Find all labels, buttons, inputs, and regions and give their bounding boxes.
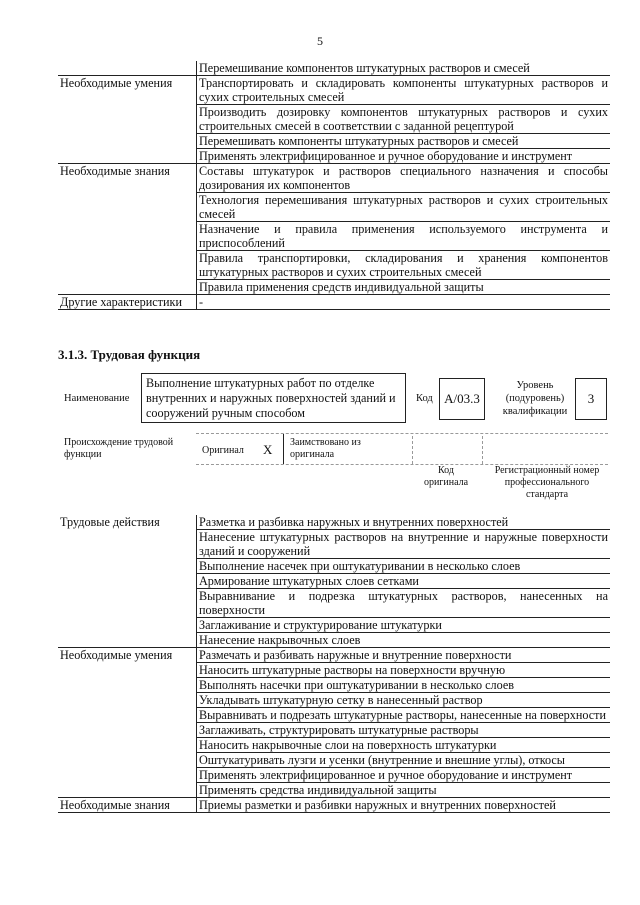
origin-label: Происхождение трудовой функции <box>64 437 174 460</box>
table-cell-text: Правила транспортировки, складирования и хранения компонентов штукатурных растворов и сухих строительных смесей <box>197 251 611 280</box>
table-row <box>58 798 610 813</box>
borrowed-label: Заимствовано из оригинала <box>290 437 361 460</box>
section-heading: 3.1.3. Трудовая функция <box>58 347 201 362</box>
table-cell-text: Разметка и разбивка наружных и внутренних поверхностей <box>197 515 611 530</box>
function-name-box: Выполнение штукатурных работ по отделке внутренних и наружных поверхностей зданий и сооружений ручным способом <box>141 373 406 423</box>
table-cell-text: Применять электрифицированное и ручное оборудование и инструмент <box>197 768 611 783</box>
table-cell-text: Производить дозировку компонентов штукатурных растворов и сухих строительных смесей в соответствии с заданной рецептурой <box>197 105 611 134</box>
origin-divider-3 <box>482 436 483 464</box>
origin-row-top-line <box>196 433 608 434</box>
bottom-function-table <box>58 515 610 813</box>
table-cell-text: Выравнивать и подрезать штукатурные растворы, нанесенные на поверхности <box>197 708 611 723</box>
table-cell-text: Перемешивание компонентов штукатурных растворов и смесей <box>197 61 611 76</box>
table-cell-text: Заглаживание и структурирование штукатурки <box>197 618 611 633</box>
table-cell-text: Заглаживать, структурировать штукатурные растворы <box>197 723 611 738</box>
table-cell-text: Наносить штукатурные растворы на поверхности вручную <box>197 663 611 678</box>
code-label: Код <box>416 393 433 404</box>
original-label: Оригинал <box>202 445 244 456</box>
table-row <box>58 295 610 310</box>
top-requirements-table <box>58 61 610 310</box>
table-row <box>58 76 610 105</box>
table-cell-text: Применять электрифицированное и ручное оборудование и инструмент <box>197 149 611 164</box>
table-cell-text: - <box>197 295 611 310</box>
name-label: Наименование <box>64 393 130 404</box>
table-row <box>58 61 610 76</box>
table-cell-text: Применять средства индивидуальной защиты <box>197 783 611 798</box>
qualification-level-label: Уровень (подуровень) квалификации <box>502 380 568 417</box>
table-cell-text: Транспортировать и складировать компоненты штукатурных растворов и сухих строительных смесей <box>197 76 611 105</box>
function-code-box: А/03.3 <box>439 378 485 420</box>
table-cell-text: Выполнять насечки при оштукатуривании в несколько слоев <box>197 678 611 693</box>
table-cell-text: Назначение и правила применения используемого инструмента и приспособлений <box>197 222 611 251</box>
table-cell-text: Нанесение штукатурных растворов на внутренние и наружные поверхности зданий и сооружений <box>197 530 611 559</box>
table-cell-text: Выполнение насечек при оштукатуривании в несколько слоев <box>197 559 611 574</box>
reg-number-label: Регистрационный номер профессионального стандарта <box>494 465 600 500</box>
table-row <box>58 515 610 530</box>
table-row <box>58 648 610 663</box>
table-cell-text: Составы штукатурок и растворов специального назначения и способы дозирования их компонентов <box>197 164 611 193</box>
row-group-label: Необходимые знания <box>58 164 197 295</box>
table-cell-text: Выравнивание и подрезка штукатурных растворов, нанесенных на поверхности <box>197 589 611 618</box>
page-number: 5 <box>317 34 323 48</box>
table-row <box>58 164 610 193</box>
table-cell-text: Приемы разметки и разбивки наружных и внутренних поверхностей <box>197 798 611 813</box>
table-cell-text: Наносить накрывочные слои на поверхность штукатурки <box>197 738 611 753</box>
table-cell-text: Правила применения средств индивидуальной защиты <box>197 280 611 295</box>
row-group-label: Трудовые действия <box>60 515 160 529</box>
table-cell-text: Технология перемешивания штукатурных растворов и сухих строительных смесей <box>197 193 611 222</box>
code-original-label: Код оригинала <box>423 465 469 488</box>
row-group-label: Необходимые умения <box>58 648 197 798</box>
origin-divider <box>283 434 284 464</box>
row-group-label: Другие характеристики <box>58 295 197 310</box>
table-cell-text: Перемешивать компоненты штукатурных растворов и смесей <box>197 134 611 149</box>
table-cell-text: Оштукатуривать лузги и усенки (внутренние и внешние углы), откосы <box>197 753 611 768</box>
row-group-label: Необходимые умения <box>58 76 197 164</box>
original-mark: X <box>263 442 273 457</box>
origin-divider-2 <box>412 436 413 464</box>
table-cell-text: Армирование штукатурных слоев сетками <box>197 574 611 589</box>
row-group-label: Необходимые знания <box>58 798 197 813</box>
table-cell-text: Размечать и разбивать наружные и внутренние поверхности <box>197 648 611 663</box>
qualification-level-box: 3 <box>575 378 607 420</box>
table-cell-text: Укладывать штукатурную сетку в нанесенный раствор <box>197 693 611 708</box>
row-group-label <box>58 61 197 76</box>
table-cell-text: Нанесение накрывочных слоев <box>197 633 611 648</box>
